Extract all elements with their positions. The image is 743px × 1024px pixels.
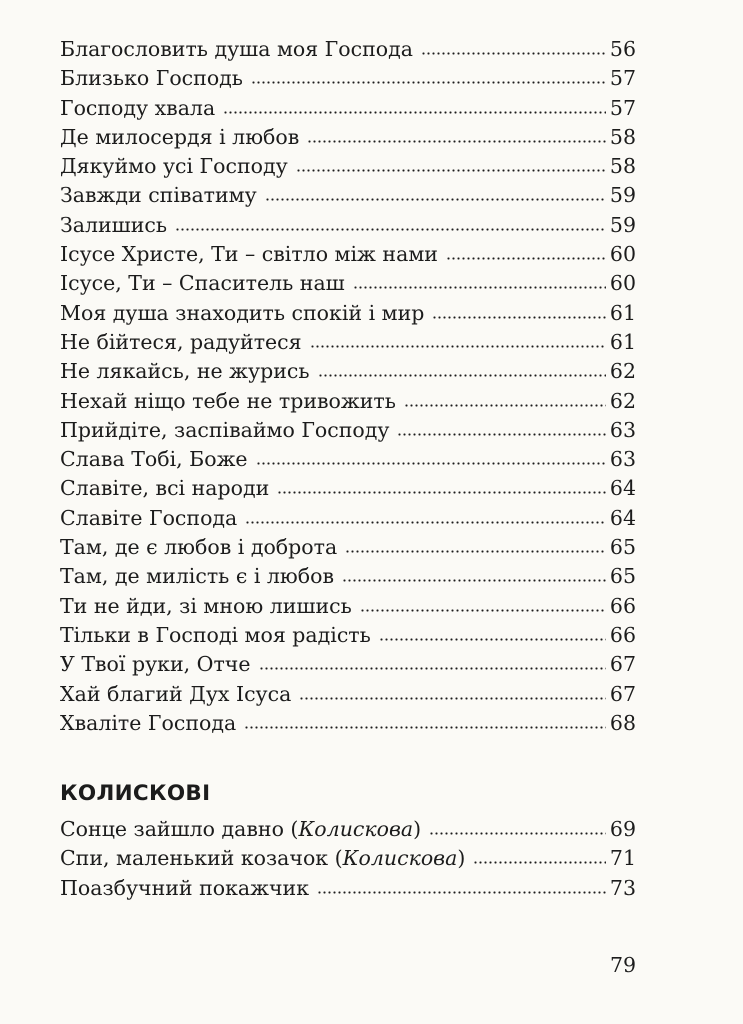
toc-entry-page-number: 62 (609, 359, 636, 384)
toc-entry-title (60, 562, 342, 591)
dot-leader (307, 140, 606, 143)
toc-entry-title (60, 152, 296, 181)
toc-entry-title (60, 533, 345, 562)
toc-entry-title (60, 240, 446, 269)
toc-entry-title-text: Дякуймо усі Господу (60, 154, 288, 179)
dot-leader (265, 198, 606, 201)
toc-entry-title-text: Не бійтеся, радуйтеся (60, 329, 302, 354)
toc-entry-title-text: Там, де є любов і доброта (60, 535, 338, 560)
toc-entry-title-text: Тільки в Господі моя радість (60, 622, 371, 647)
dot-leader (259, 667, 606, 670)
toc-entry-title (60, 94, 223, 123)
dot-leader (310, 345, 606, 348)
dot-leader (360, 609, 606, 612)
dot-leader (175, 228, 606, 231)
table-of-contents-lullabies (60, 815, 636, 903)
toc-entry-title-text: Господу хвала (60, 95, 216, 120)
toc-entry (60, 64, 636, 93)
dot-leader (353, 286, 606, 289)
toc-entry-title-text: Прийдіте, заспіваймо Господу (60, 417, 390, 442)
toc-entry-page-number: 62 (609, 388, 636, 413)
toc-entry-subtitle: Колискова (298, 817, 414, 841)
toc-entry-page-number: 63 (609, 417, 636, 442)
toc-entry-page-number: 66 (609, 622, 636, 647)
toc-entry-title (60, 416, 397, 445)
toc-entry-page-number: 61 (609, 329, 636, 354)
toc-entry-title (60, 709, 244, 738)
dot-leader (345, 550, 606, 553)
toc-entry-page-number: 64 (609, 505, 636, 530)
toc-entry (60, 299, 636, 328)
dot-leader (429, 832, 606, 835)
toc-entry-page-number: 61 (609, 300, 636, 325)
toc-entry (60, 152, 636, 181)
toc-entry (60, 533, 636, 562)
dot-leader (245, 521, 606, 524)
toc-entry-title-text: Славіте Господа (60, 505, 238, 530)
dot-leader (299, 697, 606, 700)
toc-entry-title-end: ) (457, 846, 466, 871)
toc-entry-title (60, 387, 404, 416)
dot-leader (421, 52, 606, 55)
toc-entry (60, 240, 636, 269)
toc-entry-title-text: Залишись (60, 212, 168, 237)
toc-entry-title (60, 844, 473, 873)
table-of-contents (60, 35, 636, 738)
toc-entry-title-text: Моя душа знаходить спокій і мир (60, 300, 425, 325)
dot-leader (432, 316, 606, 319)
dot-leader (446, 257, 606, 260)
toc-entry-title (60, 650, 259, 679)
toc-entry-title-text: Хваліте Господа (60, 710, 237, 735)
toc-entry-page-number: 71 (609, 846, 636, 871)
toc-entry-title-text: Слава Тобі, Боже (60, 447, 248, 472)
toc-entry-title-text: Близько Господь (60, 66, 243, 91)
dot-leader (404, 404, 606, 407)
toc-entry-title-text: Завжди співатиму (60, 183, 257, 208)
toc-entry-page-number: 69 (609, 817, 636, 841)
toc-entry-title-text: Хай благий Дух Ісуса (60, 681, 292, 706)
toc-entry (60, 621, 636, 650)
toc-entry-page-number: 63 (609, 447, 636, 472)
toc-entry (60, 562, 636, 591)
toc-entry (60, 650, 636, 679)
toc-entry-title (60, 211, 175, 240)
toc-entry-title-text: Там, де милість є і любов (60, 564, 334, 589)
toc-entry-title (60, 35, 421, 64)
dot-leader (473, 861, 606, 864)
dot-leader (296, 169, 606, 172)
toc-entry-subtitle: Колискова (342, 846, 458, 871)
toc-entry (60, 211, 636, 240)
toc-entry (60, 874, 636, 903)
toc-entry (60, 844, 636, 873)
toc-entry-title (60, 181, 265, 210)
dot-leader (277, 491, 606, 494)
toc-entry (60, 123, 636, 152)
toc-entry-title-text: Ти не йди, зі мною лишись (60, 593, 352, 618)
toc-entry (60, 445, 636, 474)
toc-entry-page-number: 59 (609, 212, 636, 237)
toc-entry-title-text: Благословить душа моя Господа (60, 37, 413, 61)
toc-entry-page-number: 59 (609, 183, 636, 208)
toc-entry-title (60, 357, 318, 386)
toc-entry (60, 815, 636, 844)
toc-entry (60, 35, 636, 64)
toc-entry-title-text: Ісусе, Ти – Спаситель наш (60, 271, 345, 296)
toc-entry-title-text: Ісусе Христе, Ти – світло між нами (60, 242, 438, 267)
toc-entry-title-text: Спи, маленький козачок ( (60, 846, 343, 871)
dot-leader (379, 638, 606, 641)
dot-leader (342, 579, 606, 582)
toc-entry-page-number: 57 (609, 66, 636, 91)
toc-entry (60, 474, 636, 503)
dot-leader (317, 891, 606, 894)
toc-entry-title (60, 64, 251, 93)
toc-entry-title (60, 269, 353, 298)
toc-entry-title-text: У Твої руки, Отче (60, 652, 251, 677)
toc-entry (60, 94, 636, 123)
toc-entry (60, 416, 636, 445)
toc-entry-title (60, 592, 360, 621)
toc-entry-page-number: 60 (609, 242, 636, 267)
dot-leader (223, 111, 606, 114)
toc-entry-page-number: 73 (609, 875, 636, 900)
toc-entry-title-text: Не лякайсь, не журись (60, 359, 310, 384)
toc-entry-title (60, 474, 277, 503)
toc-entry-title (60, 504, 245, 533)
dot-leader (256, 462, 606, 465)
toc-entry-page-number: 65 (609, 564, 636, 589)
toc-entry (60, 181, 636, 210)
toc-entry-title (60, 874, 317, 903)
toc-entry-page-number: 67 (609, 652, 636, 677)
toc-entry (60, 269, 636, 298)
section-heading-lullabies: КОЛИСКОВІ (60, 781, 211, 806)
toc-entry-page-number: 60 (609, 271, 636, 296)
toc-entry-title (60, 123, 307, 152)
toc-entry-page-number: 64 (609, 476, 636, 501)
dot-leader (244, 726, 606, 729)
toc-entry-page-number: 58 (609, 154, 636, 179)
toc-entry-title-end: ) (413, 817, 422, 841)
toc-entry-title (60, 299, 432, 328)
toc-entry (60, 387, 636, 416)
dot-leader (397, 433, 605, 436)
toc-entry-page-number: 58 (609, 124, 636, 149)
toc-entry (60, 680, 636, 709)
toc-entry (60, 357, 636, 386)
toc-entry-title-text: Поазбучний покажчик (60, 875, 310, 900)
toc-entry-title-text: Славіте, всі народи (60, 476, 270, 501)
toc-entry (60, 328, 636, 357)
dot-leader (251, 81, 606, 84)
toc-entry-title-text: Сонце зайшло давно ( (60, 817, 299, 841)
toc-entry-title (60, 445, 256, 474)
toc-entry (60, 592, 636, 621)
toc-entry-page-number: 57 (609, 95, 636, 120)
toc-entry-page-number: 66 (609, 593, 636, 618)
toc-entry-title (60, 680, 299, 709)
toc-entry-page-number: 56 (609, 37, 636, 61)
toc-entry-title (60, 621, 379, 650)
page-number: 79 (610, 953, 637, 977)
toc-entry-page-number: 65 (609, 535, 636, 560)
toc-entry (60, 709, 636, 738)
dot-leader (318, 374, 606, 377)
toc-entry-title-text: Нехай ніщо тебе не тривожить (60, 388, 396, 413)
toc-entry (60, 504, 636, 533)
toc-entry-title (60, 815, 429, 844)
toc-entry-page-number: 67 (609, 681, 636, 706)
toc-entry-title-text: Де милосердя і любов (60, 124, 300, 149)
toc-entry-title (60, 328, 310, 357)
toc-entry-page-number: 68 (609, 710, 636, 735)
